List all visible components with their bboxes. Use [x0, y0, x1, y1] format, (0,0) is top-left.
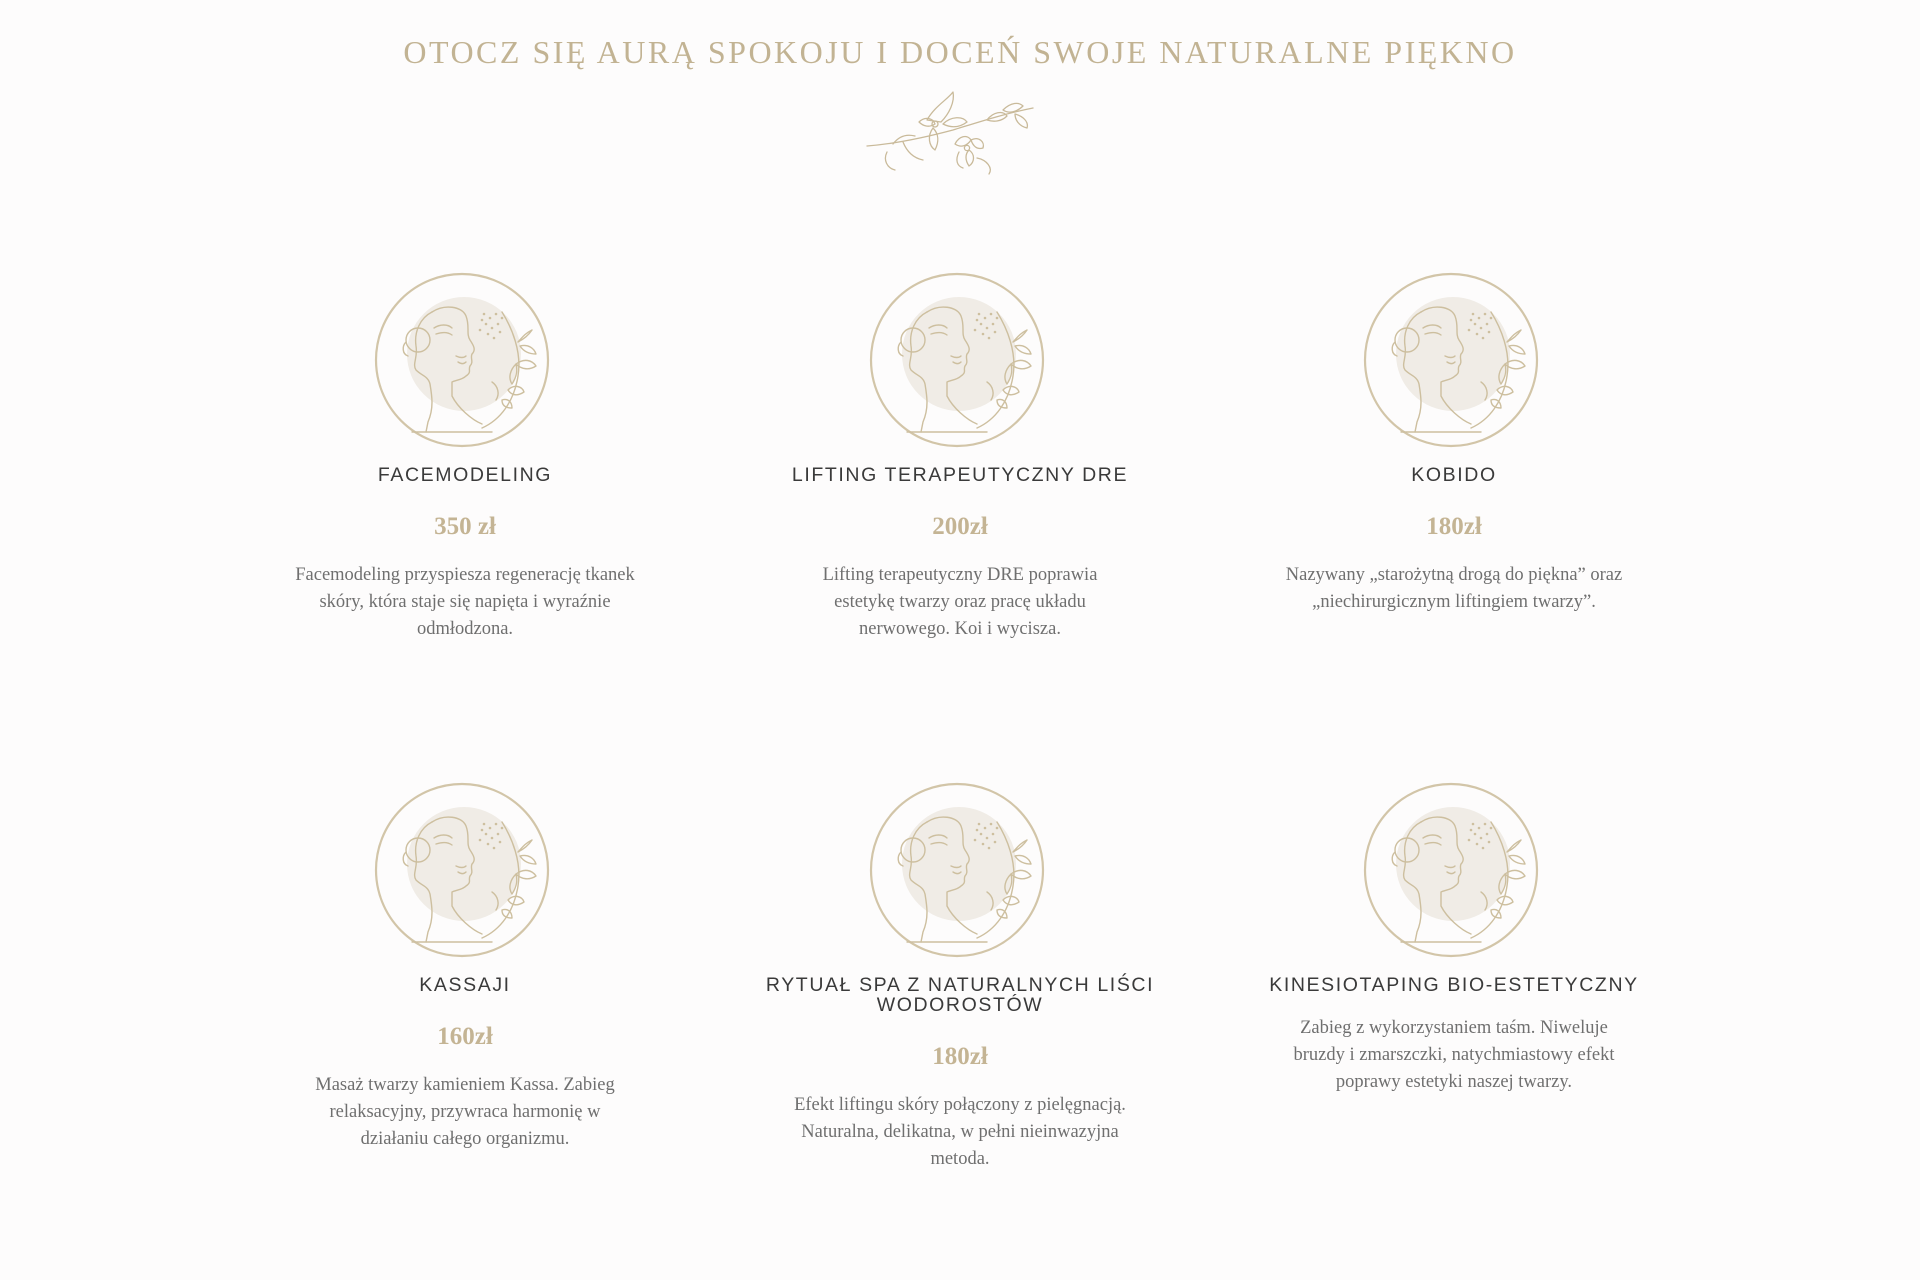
service-card-kassaji [255, 782, 675, 1153]
service-title: RYTUAŁ SPA Z NATURALNYCH LIŚCI WODOROSTÓW [765, 974, 1155, 1016]
service-card-kobido [1244, 272, 1664, 616]
service-price: 180zł [932, 1043, 988, 1070]
service-price: 160zł [437, 1023, 493, 1050]
service-description: Zabieg z wykorzystaniem taśm. Niweluje bruzdy i zmarszczki, natychmiastowy efekt poprawy estetyki naszej twarzy. [1293, 1018, 1615, 1092]
page-heading: OTOCZ SIĘ AURĄ SPOKOJU I DOCEŃ SWOJE NATURALNE PIĘKNO [403, 34, 1517, 70]
face-portrait-icon [1361, 782, 1547, 958]
service-title: LIFTING TERAPEUTYCZNY DRE [791, 464, 1129, 486]
service-title: KOBIDO [1411, 464, 1497, 486]
face-portrait-icon [1361, 272, 1547, 448]
service-card-kinesiotaping [1244, 782, 1664, 1096]
service-description: Efekt liftingu skóry połączony z pielęgnacją. Naturalna, delikatna, w pełni nieinwazyjna metoda. [794, 1095, 1126, 1169]
service-title: FACEMODELING [377, 464, 553, 486]
service-price: 200zł [932, 513, 988, 540]
face-portrait-icon [867, 782, 1053, 958]
face-portrait-icon [867, 272, 1053, 448]
service-description: Facemodeling przyspiesza regenerację tkanek skóry, która staje się napięta i wyraźnie odmłodzona. [295, 565, 635, 639]
face-portrait-icon [372, 782, 558, 958]
service-description: Nazywany „starożytną drogą do piękna” oraz „niechirurgicznym liftingiem twarzy”. [1285, 565, 1623, 612]
service-description: Masaż twarzy kamieniem Kassa. Zabieg relaksacyjny, przywraca harmonię w działaniu całego organizmu. [315, 1075, 615, 1149]
service-price: 350 zł [434, 513, 496, 540]
service-title: KINESIOTAPING BIO-ESTETYCZNY [1269, 974, 1639, 996]
service-card-rytual-spa [750, 782, 1170, 1173]
service-card-facemodeling [255, 272, 675, 643]
service-title: KASSAJI [419, 974, 511, 996]
floral-ornament-icon [863, 86, 1039, 178]
service-price: 180zł [1426, 513, 1482, 540]
service-card-lifting-dre [750, 272, 1170, 643]
face-portrait-icon [372, 272, 558, 448]
service-description: Lifting terapeutyczny DRE poprawia estetykę twarzy oraz pracę układu nerwowego. Koi i wycisza. [822, 565, 1098, 639]
